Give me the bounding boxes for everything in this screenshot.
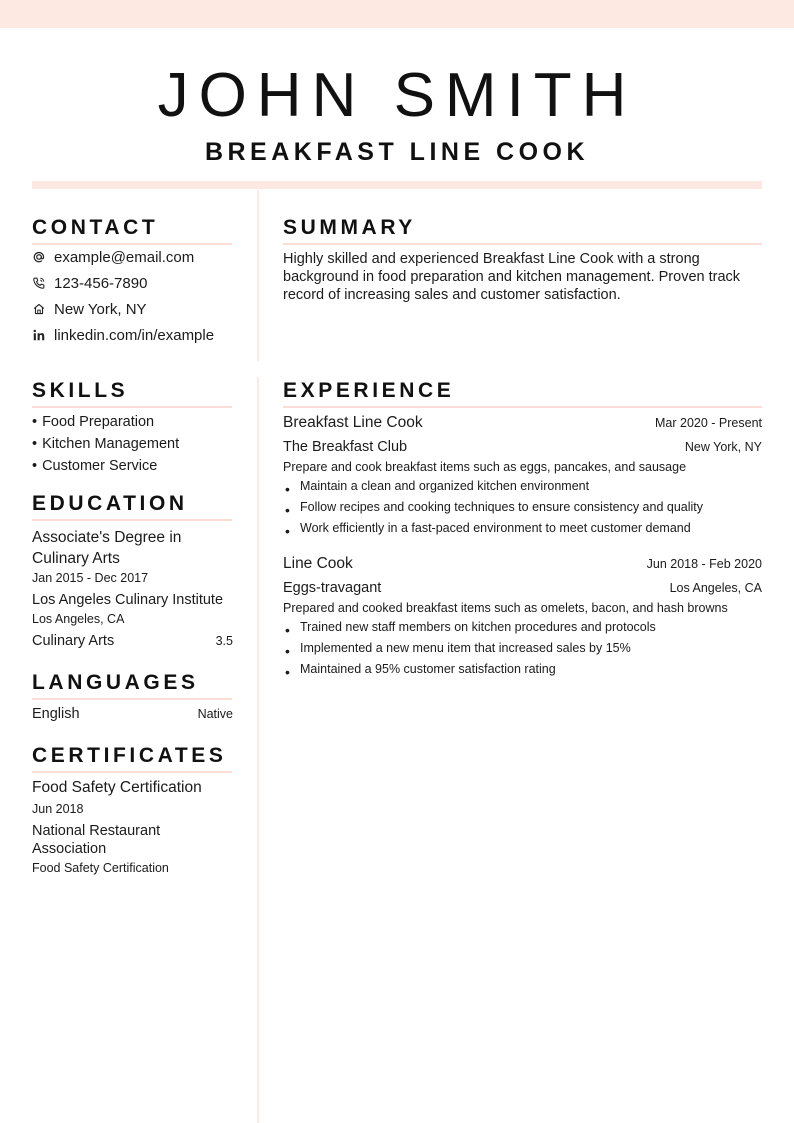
- job-bullet: • Follow recipes and cooking techniques to ensure consistency and quality: [285, 500, 704, 518]
- language-name: English: [32, 706, 80, 722]
- contact-location: [32, 300, 147, 320]
- experience-heading: EXPERIENCE: [283, 378, 762, 408]
- education-field: Culinary Arts: [32, 633, 115, 649]
- header-divider: [32, 181, 762, 189]
- skill-item: • Kitchen Management: [32, 436, 180, 452]
- job-company: Eggs-travagant: [283, 580, 382, 596]
- column-divider-bottom: [257, 377, 259, 1123]
- job-location: New York, NY: [684, 440, 762, 454]
- skill-label: Customer Service: [42, 458, 158, 474]
- contact-heading: CONTACT: [32, 215, 232, 245]
- education-heading: EDUCATION: [32, 491, 232, 521]
- job-description: Prepared and cooked breakfast items such as omelets, bacon, and hash browns: [283, 601, 728, 615]
- job-bullet: • Implemented a new menu item that increased sales by 15%: [285, 641, 631, 659]
- job-bullet: • Trained new staff members on kitchen procedures and protocols: [285, 620, 656, 638]
- skills-heading: SKILLS: [32, 378, 232, 408]
- candidate-name: JOHN SMITH: [157, 61, 637, 130]
- skill-item: • Food Preparation: [32, 414, 155, 430]
- job-role: Line Cook: [283, 555, 353, 572]
- summary-heading: SUMMARY: [283, 215, 762, 245]
- certificates-heading: CERTIFICATES: [32, 743, 232, 773]
- phone-icon: [32, 276, 48, 292]
- job-role: Breakfast Line Cook: [283, 414, 423, 431]
- skill-label: Food Preparation: [42, 414, 155, 430]
- contact-email[interactable]: [32, 248, 194, 268]
- linkedin-icon: [32, 328, 48, 344]
- education-dates: Jan 2015 - Dec 2017: [32, 571, 149, 585]
- job-bullet: • Maintained a 95% customer satisfaction rating: [285, 662, 556, 680]
- job-bullet: • Work efficiently in a fast-paced environment to meet customer demand: [285, 521, 691, 539]
- contact-phone-text: 123-456-7890: [54, 275, 148, 292]
- certificate-description: Food Safety Certification: [32, 861, 169, 875]
- contact-linkedin-text: linkedin.com/in/example: [54, 327, 215, 344]
- languages-heading: LANGUAGES: [32, 670, 232, 700]
- job-description: Prepare and cook breakfast items such as eggs, pancakes, and sausage: [283, 460, 687, 474]
- home-icon: [32, 302, 48, 318]
- certificate-date: Jun 2018: [32, 802, 84, 816]
- education-degree: Associate's Degree in Culinary Arts: [32, 529, 182, 567]
- language-level: Native: [197, 707, 233, 721]
- job-title: BREAKFAST LINE COOK: [204, 138, 590, 166]
- job-bullet: • Maintain a clean and organized kitchen environment: [285, 479, 590, 497]
- contact-linkedin[interactable]: [32, 326, 214, 346]
- column-divider-top: [257, 190, 259, 361]
- summary-text: Highly skilled and experienced Breakfast Line Cook with a strong background in food preparation and kitchen management. Proven track record of increasing sales and customer satisfaction.: [283, 251, 741, 303]
- job-dates: Mar 2020 - Present: [655, 416, 762, 430]
- contact-email-text: example@email.com: [54, 249, 195, 266]
- skill-label: Kitchen Management: [42, 436, 180, 452]
- job-company: The Breakfast Club: [283, 439, 408, 455]
- skill-item: • Customer Service: [32, 458, 158, 474]
- education-gpa: 3.5: [215, 634, 233, 648]
- education-location: Los Angeles, CA: [32, 612, 125, 626]
- at-sign-icon: [32, 250, 48, 266]
- top-accent-band: [0, 0, 794, 28]
- certificate-name: Food Safety Certification: [32, 779, 202, 796]
- job-location: Los Angeles, CA: [669, 581, 762, 595]
- certificate-issuer: National Restaurant Association: [32, 823, 161, 857]
- contact-location-text: New York, NY: [54, 301, 147, 318]
- education-school: Los Angeles Culinary Institute: [32, 592, 224, 608]
- contact-phone[interactable]: [32, 274, 147, 294]
- job-dates: Jun 2018 - Feb 2020: [646, 557, 762, 571]
